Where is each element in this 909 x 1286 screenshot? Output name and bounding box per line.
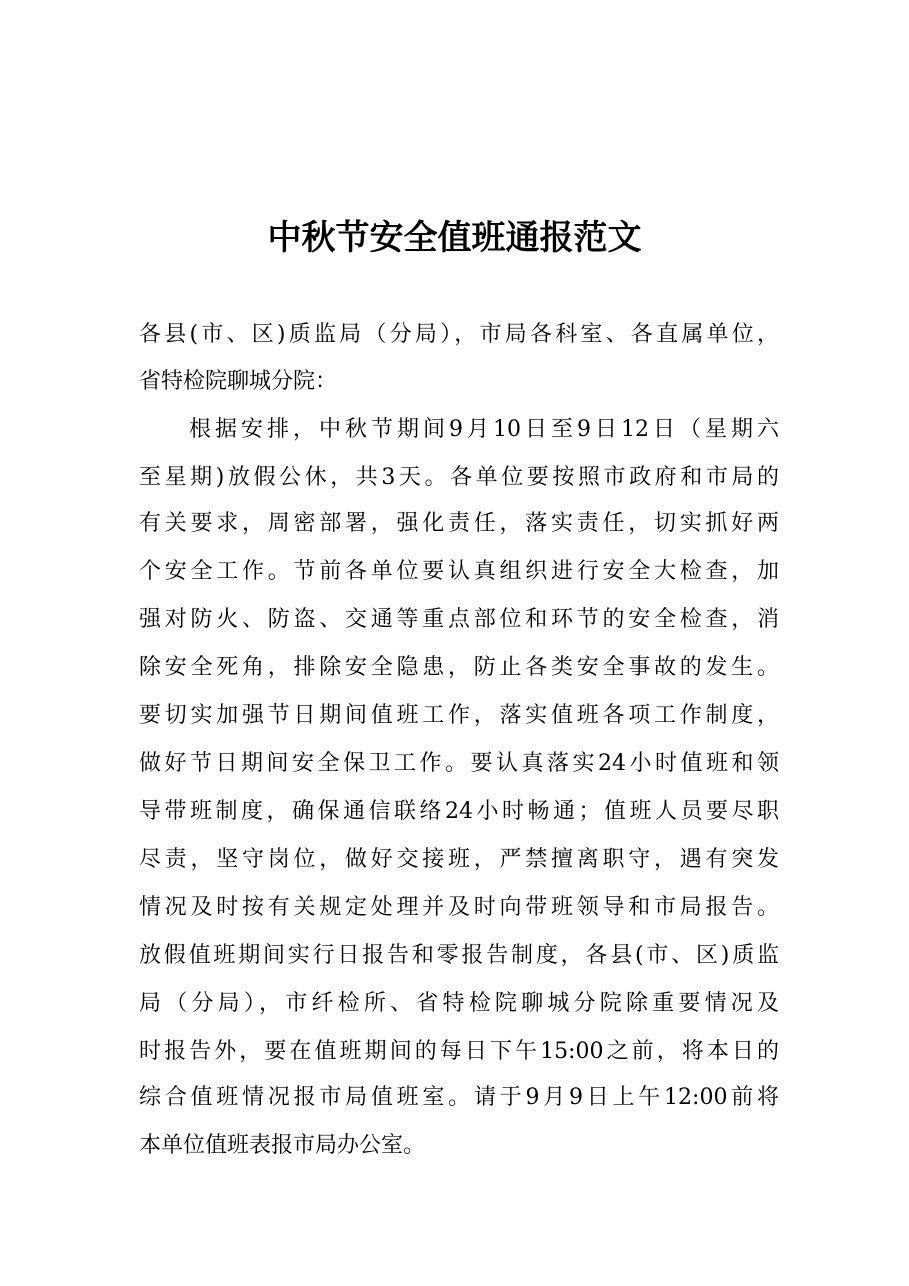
document-title: 中秋节安全值班通报范文 <box>267 218 642 258</box>
text-line: 个安全工作。节前各单位要认真组织进行安全大检查，加 <box>139 559 779 584</box>
text-line: 时报告外，要在值班期间的每日下午15:00之前，将本日的 <box>139 1039 779 1064</box>
text-line: 局（分局），市纤检所、省特检院聊城分院除重要情况及 <box>139 991 779 1016</box>
text-line: 放假值班期间实行日报告和零报告制度，各县(市、区)质监 <box>139 943 779 968</box>
text-line: 强对防火、防盗、交通等重点部位和环节的安全检查，消 <box>139 607 779 632</box>
text-line: 导带班制度，确保通信联络24小时畅通；值班人员要尽职 <box>139 799 779 824</box>
text-line: 各县(市、区)质监局（分局），市局各科室、各直属单位， <box>139 322 779 347</box>
text-line: 省特检院聊城分院： <box>139 369 338 394</box>
text-line: 除安全死角，排除安全隐患，防止各类安全事故的发生。 <box>139 655 779 680</box>
text-line: 要切实加强节日期间值班工作，落实值班各项工作制度， <box>139 703 779 728</box>
text-line: 根据安排，中秋节期间9月10日至9日12日（星期六 <box>189 417 779 442</box>
text-line: 情况及时按有关规定处理并及时向带班领导和市局报告。 <box>139 895 779 920</box>
text-line: 本单位值班表报市局办公室。 <box>139 1133 426 1158</box>
text-line: 至星期)放假公休，共3天。各单位要按照市政府和市局的 <box>139 465 779 490</box>
text-line: 有关要求，周密部署，强化责任，落实责任，切实抓好两 <box>139 511 779 536</box>
text-line: 尽责，坚守岗位，做好交接班，严禁擅离职守，遇有突发 <box>139 847 779 872</box>
text-line: 做好节日期间安全保卫工作。要认真落实24小时值班和领 <box>139 751 779 776</box>
text-line: 综合值班情况报市局值班室。请于9月9日上午12:00前将 <box>139 1085 779 1110</box>
